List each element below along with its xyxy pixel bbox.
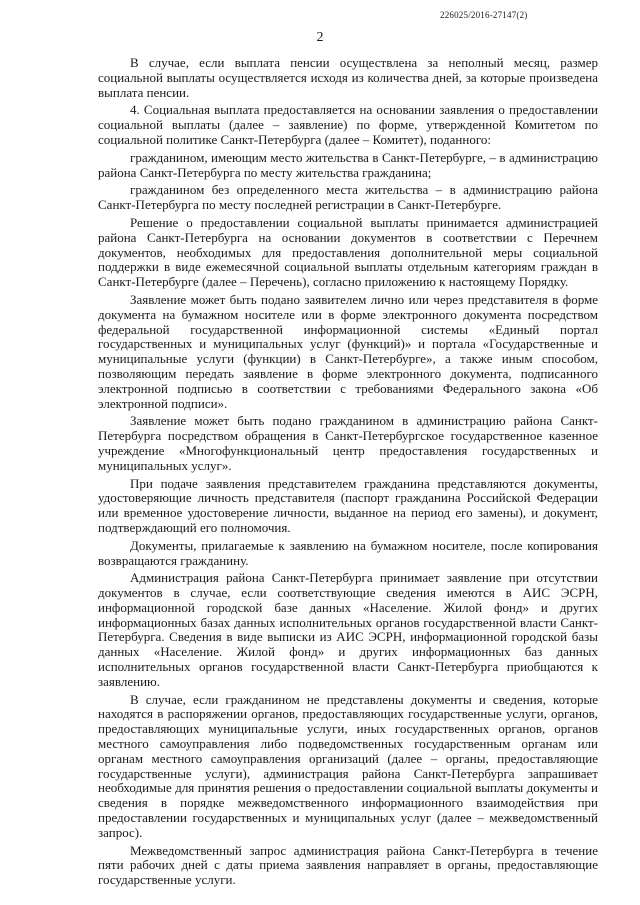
paragraph-submission: Заявление может быть подано заявителем лично или через представителя в форме документа на бумажном носителе или в форме электронного документа посредством федеральной государственной информационной системы «Единый портал государственных и муниципальных услуг (функций)» и портала «Государственные и муниципальные услуги (функции) в Санкт-Петербурге», а также иным способом, позволяющим передать заявление в форме электронного документа, подписанного электронной подписью в соответствии с требованиями Федерального закона «Об электронной подписи».	[98, 291, 598, 411]
paragraph-mfc: Заявление может быть подано гражданином в администрацию района Санкт-Петербурга посредством обращения в Санкт-Петербургское государственное казенное учреждение «Многофункциональный центр предоставления государственных и муниципальных услуг».	[98, 413, 598, 473]
paragraph-interagency-case: В случае, если гражданином не представлены документы и сведения, которые находятся в распоряжении органов, предоставляющих государственные услуги, органов, предоставляющих муниципальные услуги, иных государственных органов, органов местного самоуправления либо подведомственных государственным органам или органам местного самоуправления организаций (далее – органы, предоставляющие государственные услуги), администрация района Санкт-Петербурга запрашивает необходимые для принятия решения о предоставлении социальной выплаты документы и сведения в порядке межведомственного информационного взаимодействия при предоставлении государственных и муниципальных услуг (далее – межведомственный запрос).	[98, 691, 598, 840]
paragraph-representative: При подаче заявления представителем гражданина представляются документы, удостоверяющие личность представителя (паспорт гражданина Российской Федерации или временное удостоверение личности, выданное на период его замены), и документ, подтверждающий его полномочия.	[98, 475, 598, 535]
page-number: 2	[316, 30, 324, 45]
paragraph-decision: Решение о предоставлении социальной выплаты принимается администрацией района Санкт-Петербурга на основании документов в соответствии с Перечнем документов, необходимых для предоставления дополнительной меры социальной поддержки в виде ежемесячной социальной выплаты отдельным категориям граждан в Санкт-Петербурге (далее – Перечень), согласно приложению к настоящему Порядку.	[98, 214, 598, 290]
paragraph-interagency-request: Межведомственный запрос администрация района Санкт-Петербурга в течение пяти рабочих дней с даты приема заявления направляет в органы, предоставляющие государственные услуги.	[98, 842, 598, 888]
paragraph-documents-returned: Документы, прилагаемые к заявлению на бумажном носителе, после копирования возвращаются гражданину.	[98, 537, 598, 568]
paragraph-pension-partial-month: В случае, если выплата пенсии осуществлена за неполный месяц, размер социальной выплаты осуществляется исходя из количества дней, за которые произведена выплата пенсии.	[98, 55, 598, 100]
paragraph-homeless: гражданином без определенного места жительства – в администрацию района Санкт-Петербурга по месту последней регистрации в Санкт-Петербурге.	[98, 182, 598, 213]
document-code: 226025/2016-27147(2)	[440, 10, 528, 20]
paragraph-resident: гражданином, имеющим место жительства в Санкт-Петербурге, – в администрацию района Санкт-Петербурга по месту жительства гражданина;	[98, 149, 598, 180]
paragraph-aisesrn: Администрация района Санкт-Петербурга принимает заявление при отсутствии документов в случае, если соответствующие сведения имеются в АИС ЭСРН, информационной городской базе данных «Население. Жилой фонд» и других информационных базах данных исполнительных органов государственной власти Санкт-Петербурга. Сведения в виде выписки из АИС ЭСРН, информационной городской базы данных «Население. Жилой фонд» и других информационных баз данных исполнительных органов государственной власти Санкт-Петербурга приобщаются к заявлению.	[98, 570, 598, 689]
paragraph-section-4: 4. Социальная выплата предоставляется на основании заявления о предоставлении социальной выплаты (далее – заявление) по форме, утвержденной Комитетом по социальной политике Санкт-Петербурга (далее – Комитет), поданного:	[98, 102, 598, 147]
document-body	[98, 56, 598, 891]
